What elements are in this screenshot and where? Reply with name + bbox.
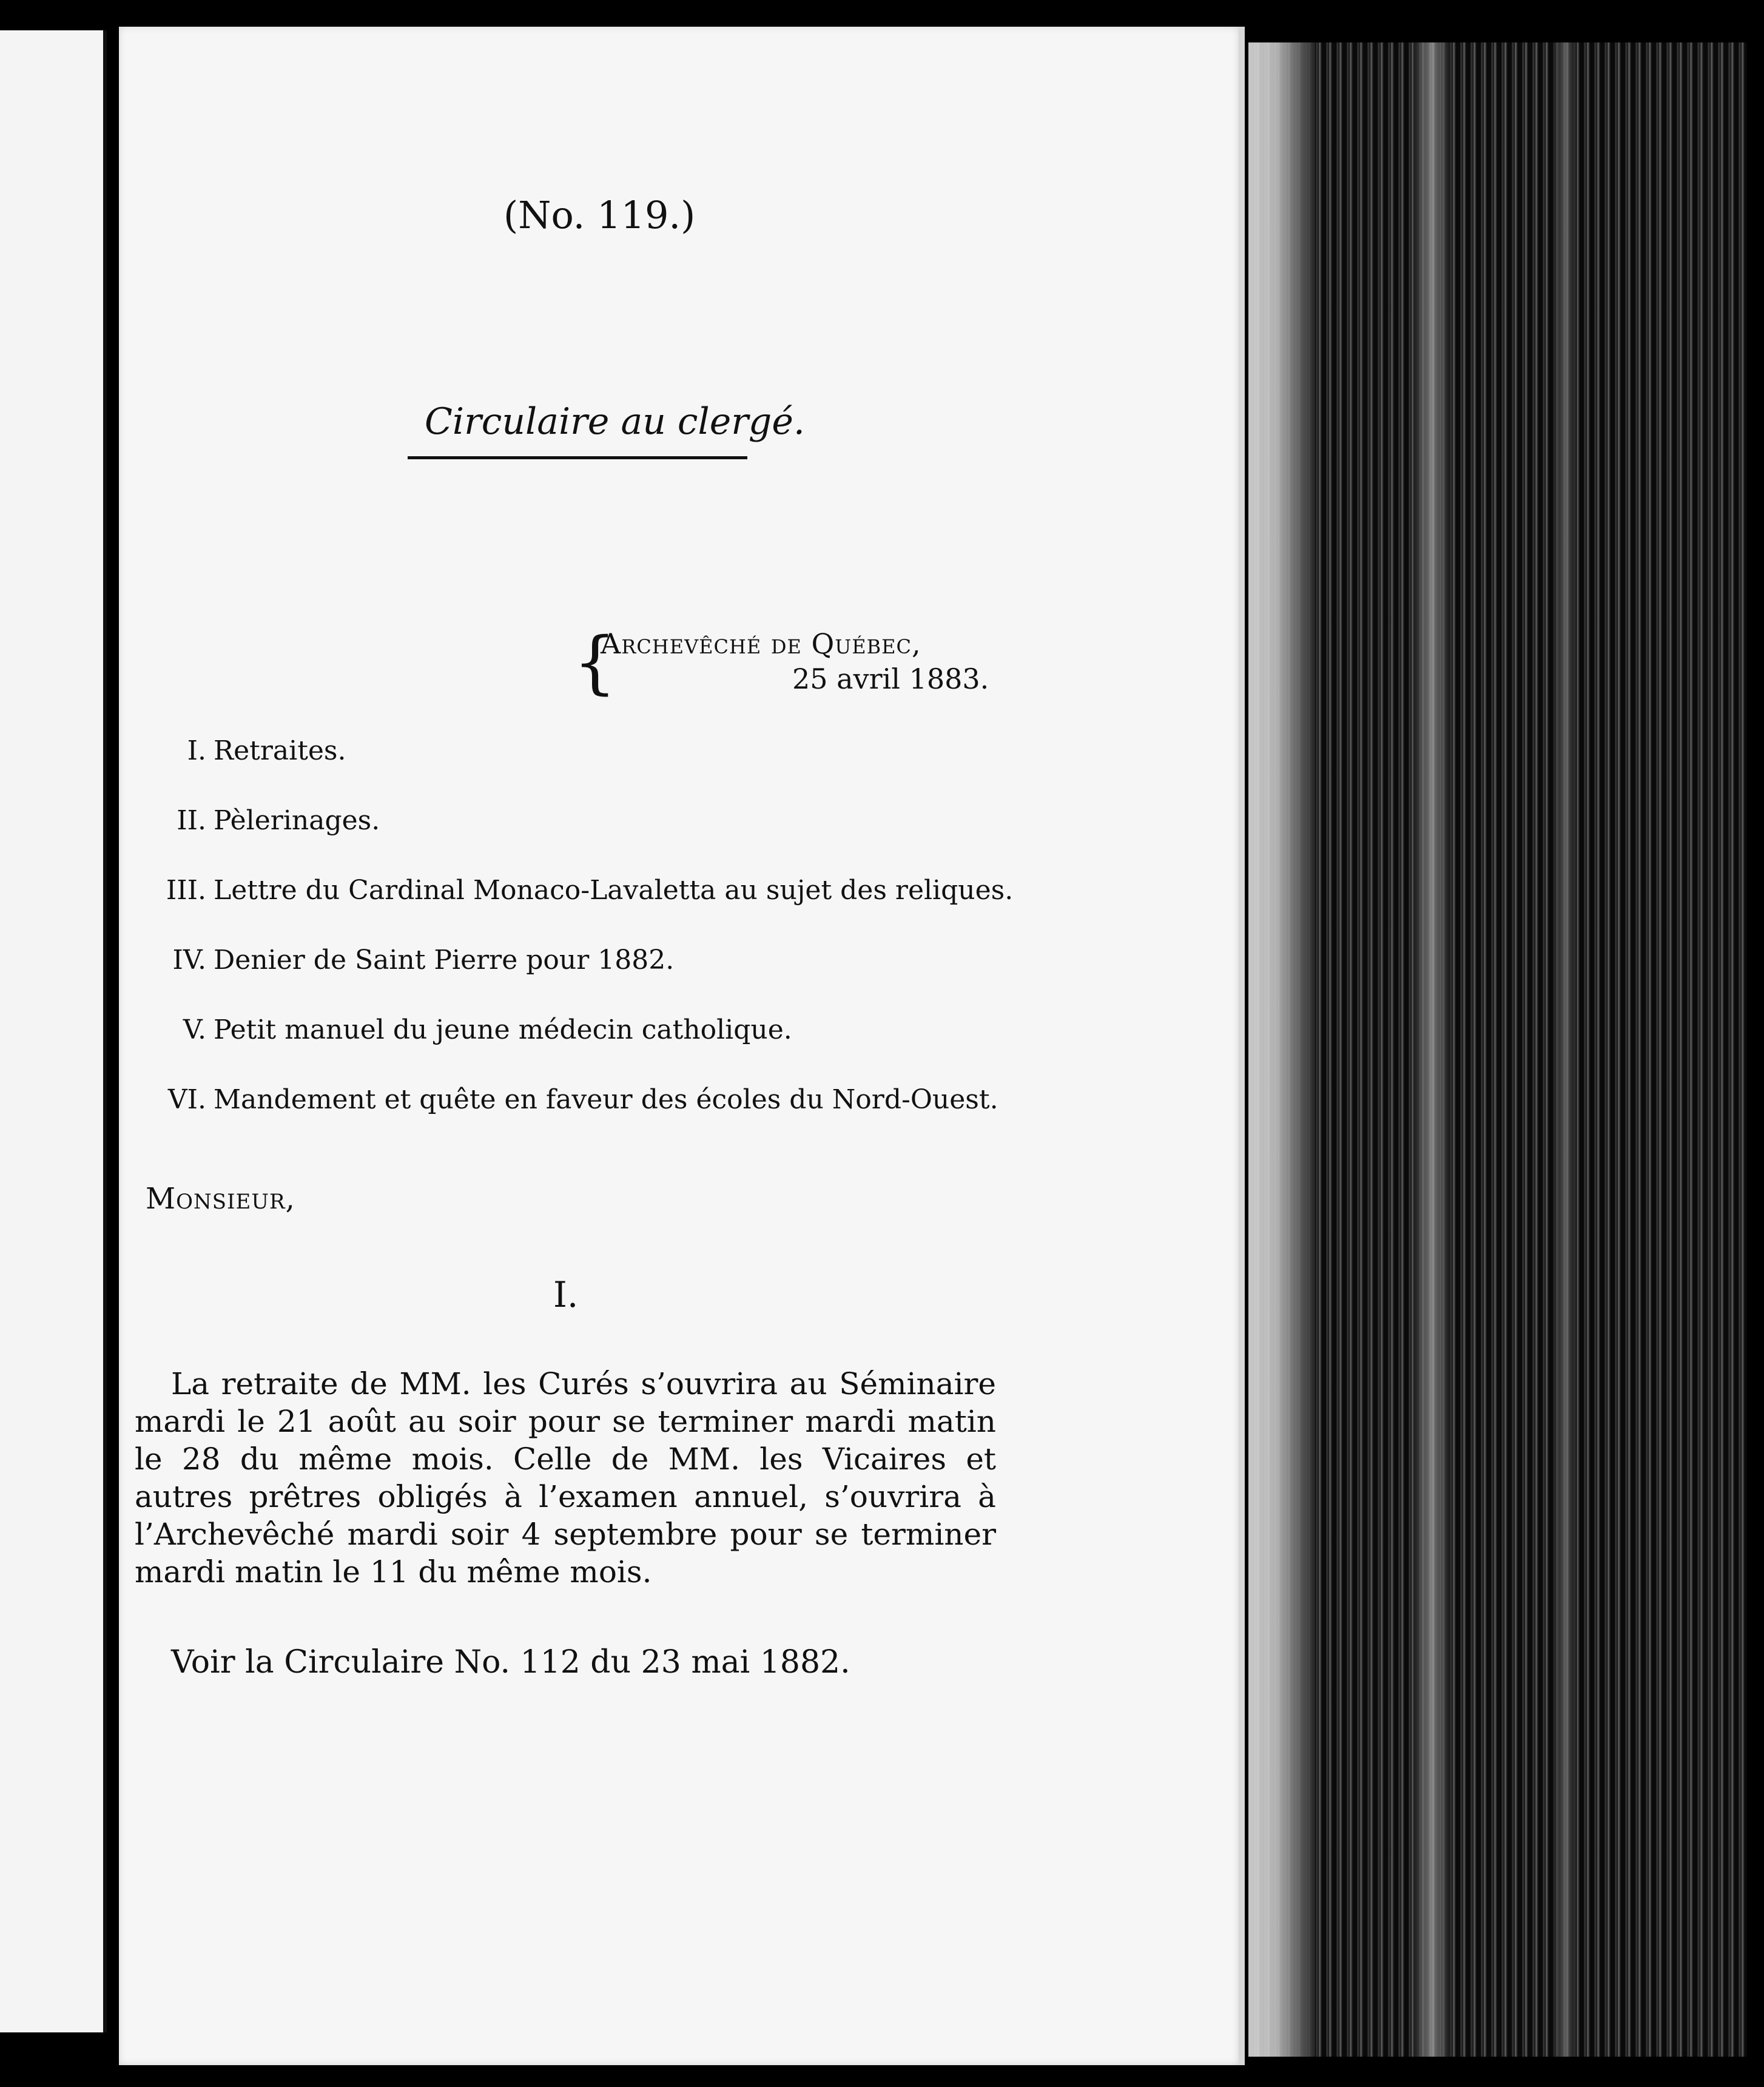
page-edges-highlight [1248,42,1315,2057]
contents-item [143,805,1013,875]
contents-item [143,875,1013,945]
page-edges-stack [1250,42,1747,2057]
contents-item-number: VI. [167,1084,206,1115]
contents-item-text: Denier de Saint Pierre pour 1882. [214,945,675,976]
contents-item-text: Retraites. [214,735,346,766]
body-paragraph: La retraite de MM. les Curés s’ouvrira au Séminaire mardi le 21 août au soir pour se terminer mardi matin le 28 du même mois. Celle de MM. les Vicaires et autres prêtres obligés à l’examen annuel, s’ouvrira à l’Archevêché mardi soir 4 septembre pour se terminer mardi matin le 11 du même mois. [135,1366,996,1590]
cross-reference: Voir la Circulaire No. 112 du 23 mai 1882. [171,1644,850,1681]
salutation: Monsieur, [146,1182,295,1216]
issuing-place: Archevêché de Québec, [601,627,921,660]
contents-item-text: Petit manuel du jeune médecin catholique. [214,1014,792,1045]
contents-item [143,735,1013,805]
contents-item [143,1014,1013,1084]
contents-item [143,1084,1013,1154]
contents-item [143,945,1013,1014]
contents-item-text: Pèlerinages. [214,805,380,836]
contents-item-number: III. [166,875,206,906]
contents-item-text: Lettre du Cardinal Monaco-Lavaletta au sujet des reliques. [214,875,1014,906]
issue-date: 25 avril 1883. [792,663,989,695]
title-underline [408,456,747,459]
circular-title: Circulaire au clergé. [425,400,805,443]
contents-item-text: Mandement et quête en faveur des écoles du Nord-Ouest. [214,1084,998,1115]
previous-page-edge [0,30,107,2032]
page-edges-band [1413,42,1450,2057]
contents-item-number: I. [187,735,206,766]
page-edges-band-secondary [1553,42,1577,2057]
contents-item-number: V. [183,1014,206,1045]
heading-brace: { [573,623,617,702]
contents-item-number: IV. [172,945,206,976]
circular-number: (No. 119.) [503,193,696,237]
section-number: I. [553,1274,579,1315]
contents-item-number: II. [177,805,206,836]
contents-list [143,735,1013,1154]
